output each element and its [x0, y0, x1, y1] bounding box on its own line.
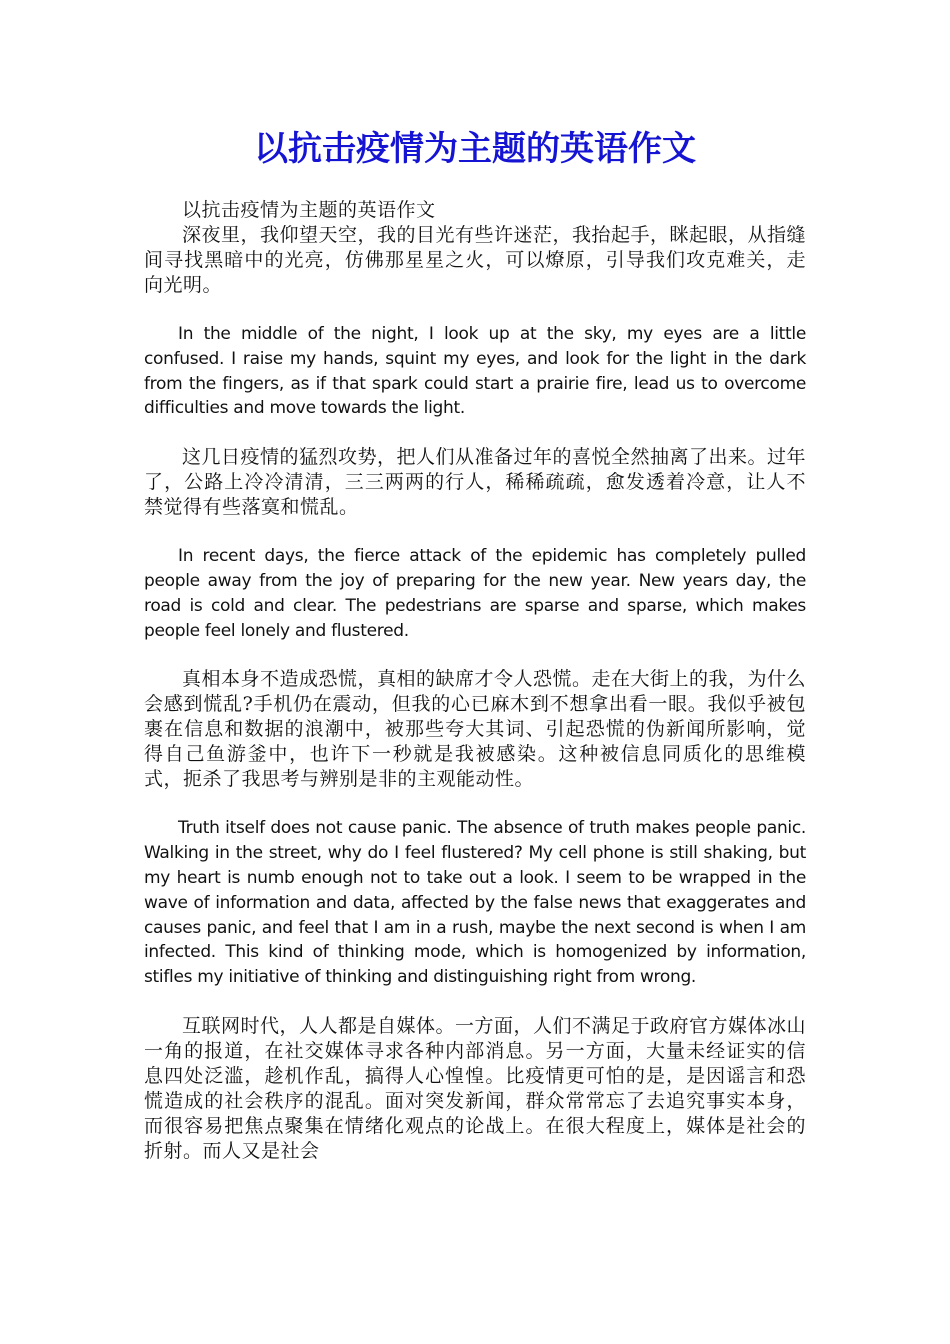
document-title: 以抗击疫情为主题的英语作文 — [254, 129, 696, 169]
paragraph-gap — [144, 792, 806, 816]
paragraph-zh-2: 这几日疫情的猛烈攻势，把人们从准备过年的喜悦全然抽离了出来。过年了，公路上冷冷清清，三三两两的行人，稀稀疏疏，愈发透着冷意，让人不禁觉得有些落寞和慌乱。 — [144, 446, 807, 519]
paragraph-en-1: In the middle of the night, I look up at the sky, my eyes are a little confused. I raise my hands, squint my eyes, and look for the light in the dark from the fingers, as if that spark could start a prairie fire, lead us to overcome difficulties and move towards the light. — [144, 324, 806, 419]
paragraph-gap — [144, 643, 806, 667]
paragraph-zh-3: 真相本身不造成恐慌，真相的缺席才令人恐慌。走在大街上的我，为什么会感到慌乱?手机仍在震动，但我的心已麻木到不想拿出看一眼。我似乎被包裹在信息和数据的浪潮中，被那些夸大其词、引起恐慌的伪新闻所影响，觉得自己鱼游釜中，也许下一秒就是我被感染。这种被信息同质化的思维模式，扼杀了我思考与辨别是非的主观能动性。 — [144, 668, 807, 791]
paragraph-zh-1: 深夜里，我仰望天空，我的目光有些许迷茫，我抬起手，眯起眼，从指缝间寻找黑暗中的光亮，仿佛那星星之火，可以燎原，引导我们攻克难关，走向光明。 — [144, 224, 807, 296]
paragraph-gap — [144, 990, 806, 1014]
paragraph-gap — [144, 520, 806, 544]
paragraph-gap — [144, 421, 806, 445]
document-subtitle: 以抗击疫情为主题的英语作文 — [182, 199, 436, 221]
paragraph-gap — [144, 298, 806, 322]
paragraph-zh-4: 互联网时代，人人都是自媒体。一方面，人们不满足于政府官方媒体冰山一角的报道，在社交媒体寻求各种内部消息。另一方面，大量未经证实的信息四处泛滥，趁机作乱，搞得人心惶惶。比疫情更可怕的是，是因谣言和恐慌造成的社会秩序的混乱。面对突发新闻，群众常常忘了去追究事实本身，而很容易把焦点聚集在情绪化观点的论战上。在很大程度上，媒体是社会的折射。而人又是社会 — [144, 1014, 807, 1162]
document-body — [144, 198, 806, 1164]
paragraph-en-2: In recent days, the fierce attack of the epidemic has completely pulled people away from the joy of preparing for the new year. New years day, the road is cold and clear. The pedestrians are sparse and sparse, which makes people feel lonely and flustered. — [144, 546, 806, 641]
paragraph-en-3: Truth itself does not cause panic. The absence of truth makes people panic. Walking in the street, why do I feel flustered? My cell phone is still shaking, but my heart is numb enough not to take out a look. I seem to be wrapped in the wave of information and data, affected by the false news that exaggerates and causes panic, and feel that I am in a rush, maybe the next second is when I am infected. This kind of thinking mode, which is homogenized by information, stifles my initiative of thinking and distinguishing right from wrong. — [144, 818, 806, 988]
